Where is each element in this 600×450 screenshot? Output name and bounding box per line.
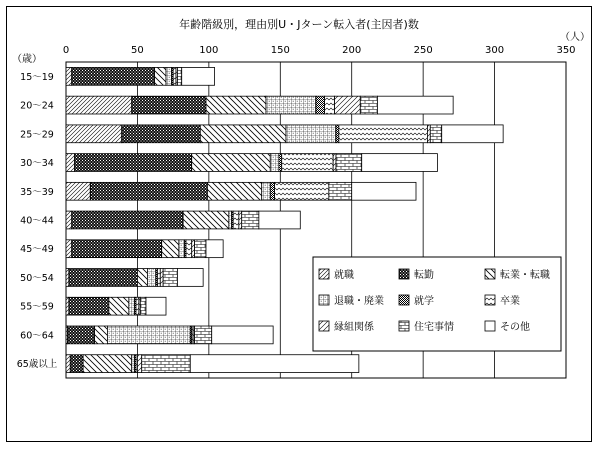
legend-label: その他 [500, 322, 530, 333]
x-axis-unit: （人） [560, 32, 590, 43]
bar-segment [377, 96, 453, 114]
bar-segment [335, 96, 361, 114]
bar-segment [173, 67, 176, 85]
bar-segment [142, 355, 191, 373]
bar-segment [207, 182, 261, 200]
y-axis-unit: （歳） [12, 54, 42, 65]
chart-title: 年齢階級別，理由別U・Jターン転入者(主因者)数 [179, 18, 419, 31]
x-tick-label: 50 [131, 45, 144, 56]
bar-segment [339, 125, 428, 143]
bar-segment [195, 326, 212, 344]
bar-segment [325, 96, 335, 114]
bar-segment [242, 211, 259, 229]
bar-segment [177, 269, 203, 287]
category-label: 60～64 [20, 330, 54, 342]
bar-segment [166, 67, 172, 85]
bar-segment [109, 297, 129, 315]
bar-segment [183, 211, 229, 229]
bar-segment [66, 355, 70, 373]
chart-frame [6, 6, 592, 442]
bar-segment [275, 182, 329, 200]
bar-segment [107, 326, 190, 344]
legend-label: 縁組関係 [334, 322, 374, 333]
bar-segment [66, 182, 90, 200]
legend-swatch [319, 321, 329, 331]
bar-segment [140, 297, 146, 315]
bar-segment [352, 182, 416, 200]
bar-segment [270, 154, 279, 172]
legend-label: 住宅事情 [414, 322, 454, 333]
bar-segment [212, 326, 273, 344]
bar-segment [182, 67, 215, 85]
bar-segment [239, 211, 242, 229]
category-label: 20～24 [20, 100, 54, 112]
bar-segment [66, 269, 69, 287]
legend-swatch [319, 269, 329, 279]
bar-segment [430, 125, 441, 143]
bar-segment [279, 154, 282, 172]
bar-segment [66, 154, 75, 172]
category-label: 55～59 [20, 301, 54, 313]
bar-segment [206, 96, 266, 114]
bar-segment [157, 269, 160, 287]
x-tick-label: 100 [199, 45, 219, 56]
bar-segment [66, 297, 69, 315]
bar-segment [259, 211, 300, 229]
legend-label: 卒業 [500, 296, 520, 307]
bar-segment [206, 240, 223, 258]
bar-segment [147, 269, 156, 287]
bar-segment [75, 154, 192, 172]
bar-segment [333, 154, 336, 172]
bar-segment [262, 182, 271, 200]
bar-segment [362, 154, 438, 172]
legend-swatch [485, 295, 495, 305]
legend-label: 転勤 [414, 270, 434, 281]
bar-segment [266, 96, 316, 114]
bar-segment [329, 182, 352, 200]
x-tick-label: 150 [270, 45, 290, 56]
bar-segment [67, 326, 94, 344]
legend [313, 257, 561, 351]
bar-segment [155, 67, 166, 85]
bar-segment [427, 125, 430, 143]
legend-swatch [485, 269, 495, 279]
bar-segment [179, 240, 185, 258]
legend-swatch [399, 269, 409, 279]
x-tick-label: 300 [485, 45, 505, 56]
bar-segment [66, 67, 72, 85]
legend-label: 退職・廃業 [334, 296, 384, 307]
bar-segment [186, 240, 192, 258]
bar-segment [95, 326, 108, 344]
category-label: 40～44 [20, 215, 54, 227]
bar-segment [282, 154, 333, 172]
legend-swatch [485, 321, 495, 331]
bar-segment [200, 125, 286, 143]
bar-segment [137, 355, 141, 373]
category-label: 65歳以上 [16, 359, 58, 371]
bar-segment [132, 355, 135, 373]
bar-segment [66, 96, 132, 114]
bar-segment [162, 240, 179, 258]
legend-label: 就職 [334, 270, 354, 281]
bar-segment [286, 125, 336, 143]
category-label: 35～39 [20, 186, 54, 198]
bar-segment [83, 355, 132, 373]
legend-label: 就学 [414, 296, 434, 307]
bar-segment [233, 211, 239, 229]
x-tick-label: 0 [62, 45, 70, 56]
category-label: 15～19 [20, 71, 54, 83]
x-tick-label: 200 [342, 45, 362, 56]
bar-segment [195, 240, 206, 258]
bar-segment [132, 96, 206, 114]
bar-segment [442, 125, 503, 143]
bar-segment [336, 154, 362, 172]
bar-segment [360, 96, 377, 114]
bar-segment [137, 269, 147, 287]
bar-segment [192, 154, 271, 172]
bar-segment [229, 211, 232, 229]
bar-segment [70, 355, 83, 373]
bar-segment [66, 125, 122, 143]
bar-segment [160, 269, 163, 287]
legend-swatch [399, 321, 409, 331]
bar-segment [122, 125, 201, 143]
legend-swatch [399, 295, 409, 305]
bar-segment [129, 297, 135, 315]
bar-segment [69, 297, 109, 315]
x-tick-label: 350 [556, 45, 576, 56]
bar-segment [136, 297, 139, 315]
category-label: 25～29 [20, 129, 54, 141]
x-tick-label: 250 [413, 45, 433, 56]
bar-segment [336, 125, 339, 143]
bar-segment [72, 211, 183, 229]
category-label: 30～34 [20, 158, 54, 170]
legend-label: 転業・転職 [500, 270, 550, 281]
category-labels [17, 72, 58, 370]
bar-segment [316, 96, 325, 114]
bar-segment [90, 182, 207, 200]
bar-segment [69, 269, 138, 287]
x-tick-labels [63, 45, 576, 56]
bar-segment [192, 240, 195, 258]
category-label: 45～49 [20, 244, 54, 256]
bar-segment [163, 269, 177, 287]
bar-segment [72, 240, 162, 258]
bar-segment [66, 211, 72, 229]
bar-segment [270, 182, 274, 200]
bar-chart [7, 7, 591, 441]
bar-segment [146, 297, 166, 315]
bar-segment [177, 67, 181, 85]
legend-swatch [319, 295, 329, 305]
category-label: 50～54 [20, 272, 54, 284]
bar-segment [190, 355, 359, 373]
bar-segment [72, 67, 155, 85]
bar-segment [66, 240, 72, 258]
